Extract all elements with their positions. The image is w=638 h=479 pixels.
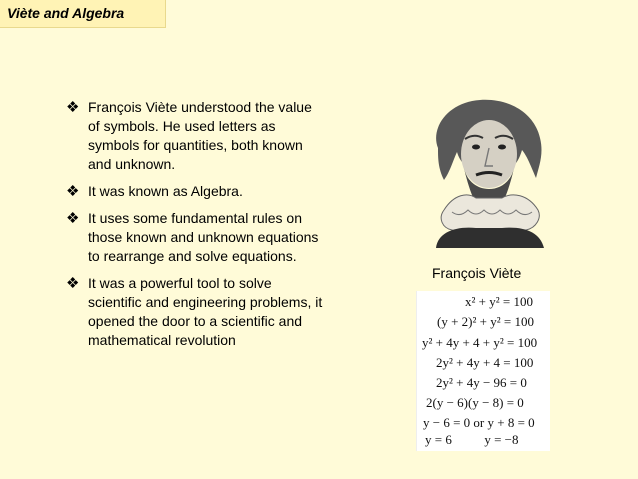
bullet-item <box>66 209 326 266</box>
equation-line: y² + 4y + 4 + y² = 100 <box>422 335 538 350</box>
diamond-bullet-icon: ❖ <box>66 275 80 292</box>
equation-line: (y + 2)² + y² = 100 <box>437 314 534 329</box>
bullet-text: François Viète understood the value of symbols. He used letters as symbols for quantities, both known and unknown. <box>88 99 312 172</box>
diamond-bullet-icon: ❖ <box>66 183 80 200</box>
slide-title: Viète and Algebra <box>7 5 125 21</box>
bullet-text: It uses some fundamental rules on those known and unknown equations to rearrange and solve equations. <box>88 210 319 264</box>
diamond-bullet-icon: ❖ <box>66 210 80 227</box>
bullet-item <box>66 274 326 350</box>
equation-line: 2(y − 6)(y − 8) = 0 <box>426 395 524 410</box>
bullet-item <box>66 182 326 201</box>
title-bar <box>0 0 166 28</box>
equation-line: y − 6 = 0 or y + 8 = 0 <box>423 415 535 430</box>
portrait-caption: François Viète <box>432 265 522 281</box>
equation-line: x² + y² = 100 <box>465 294 533 309</box>
bullet-item <box>66 98 326 174</box>
equation-block <box>416 291 550 451</box>
bullet-text: It was a powerful tool to solve scientific and engineering problems, it opened the door to a scientific and mathematical revolution <box>88 275 323 348</box>
portrait-image <box>426 96 552 248</box>
bullet-text: It was known as Algebra. <box>88 183 243 199</box>
diamond-bullet-icon: ❖ <box>66 99 80 116</box>
bullet-list <box>66 98 326 358</box>
equation-line: 2y² + 4y − 96 = 0 <box>436 375 527 390</box>
equation-line: 2y² + 4y + 4 = 100 <box>436 355 534 370</box>
equation-line: y = 6 y = −8 <box>425 432 519 447</box>
